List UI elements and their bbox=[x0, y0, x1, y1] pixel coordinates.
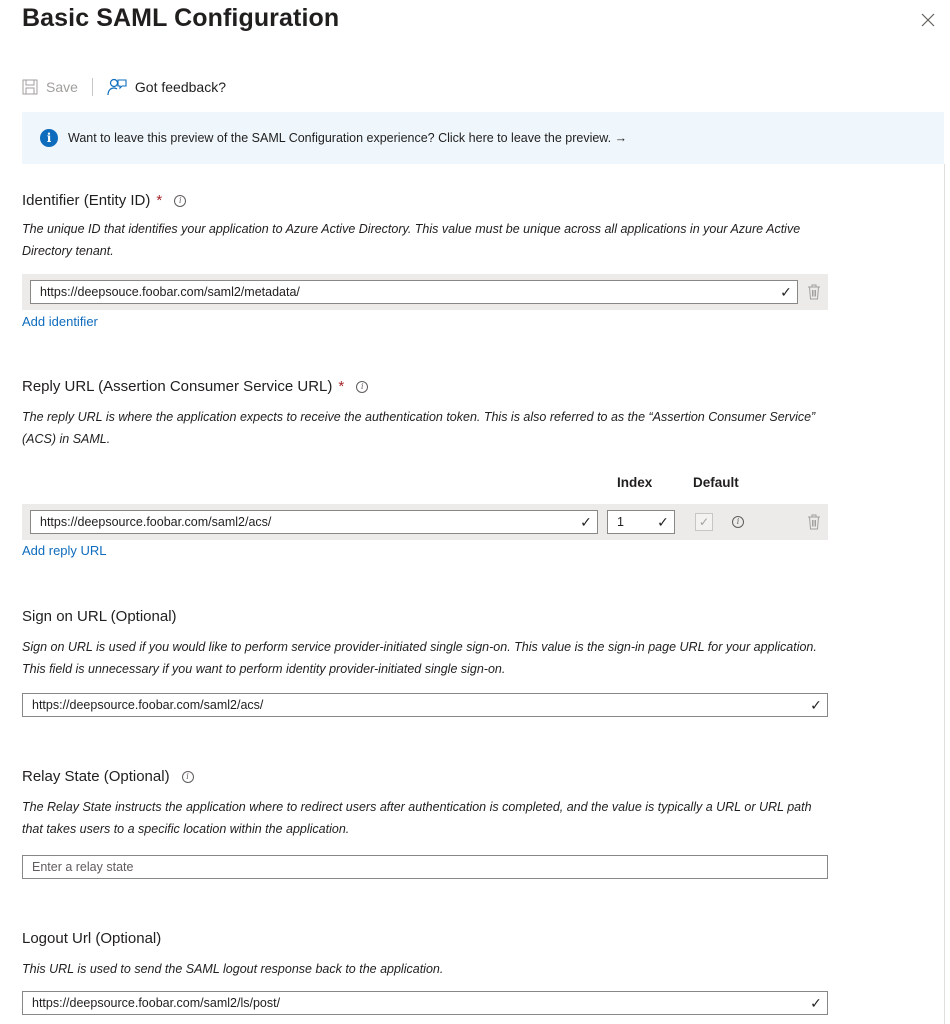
identifier-description: The unique ID that identifies your application to Azure Active Directory. This value must be unique across all applications in your Azure Active Directory tenant. bbox=[22, 222, 801, 258]
identifier-input[interactable] bbox=[30, 280, 798, 304]
checkmark-icon: ✓ bbox=[580, 513, 592, 530]
relay-state-description: The Relay State instructs the application where to redirect users after authentication is completed, and the value is typically a URL or URL path that takes users to a specific location within the application. bbox=[22, 800, 812, 836]
reply-url-value: https://deepsource.foobar.com/saml2/acs/ bbox=[40, 515, 272, 529]
close-icon bbox=[921, 13, 935, 27]
checkmark-icon: ✓ bbox=[780, 283, 792, 300]
add-identifier-link[interactable]: Add identifier bbox=[22, 314, 98, 329]
banner-text: Want to leave this preview of the SAML Configuration experience? Click here to leave the preview. → bbox=[68, 131, 628, 145]
relay-state-label-text: Relay State (Optional) bbox=[22, 768, 170, 785]
checkmark-icon: ✓ bbox=[657, 513, 669, 530]
reply-url-input[interactable] bbox=[30, 510, 598, 534]
default-checkbox[interactable] bbox=[695, 513, 713, 531]
page-title: Basic SAML Configuration bbox=[22, 4, 340, 32]
logout-url-value: https://deepsource.foobar.com/saml2/ls/post/ bbox=[32, 996, 281, 1010]
index-input[interactable] bbox=[607, 510, 675, 534]
feedback-icon bbox=[107, 78, 127, 96]
reply-url-label-text: Reply URL (Assertion Consumer Service URL) bbox=[22, 378, 333, 395]
save-icon bbox=[22, 79, 38, 95]
info-icon[interactable]: i bbox=[182, 771, 194, 783]
sign-on-url-description: Sign on URL is used if you would like to perform service provider-initiated single sign-on. This value is the sign-in page URL for your application. This field is unnecessary if you want to perform identity provider-initiated single sign-on. bbox=[22, 640, 817, 676]
info-icon: i bbox=[40, 129, 58, 147]
info-icon[interactable]: i bbox=[732, 516, 744, 528]
save-label: Save bbox=[46, 79, 78, 95]
required-mark: * bbox=[338, 378, 345, 395]
delete-reply-url-button[interactable] bbox=[806, 513, 822, 531]
save-button[interactable] bbox=[22, 79, 78, 95]
reply-url-description: The reply URL is where the application expects to receive the authentication token. This is also referred to as the “Assertion Consumer Service” (ACS) in SAML. bbox=[22, 410, 816, 446]
default-column-header: Default bbox=[693, 475, 739, 490]
identifier-label-text: Identifier (Entity ID) bbox=[22, 192, 151, 209]
sign-on-url-value: https://deepsource.foobar.com/saml2/acs/ bbox=[32, 698, 264, 712]
sign-on-url-input[interactable] bbox=[22, 693, 828, 717]
identifier-value: https://deepsouce.foobar.com/saml2/metadata/ bbox=[40, 285, 300, 299]
logout-url-input[interactable] bbox=[22, 991, 828, 1015]
info-icon[interactable]: i bbox=[174, 195, 186, 207]
pane-divider bbox=[944, 164, 945, 1024]
preview-banner[interactable] bbox=[22, 112, 944, 164]
index-value: 1 bbox=[617, 515, 624, 529]
command-bar bbox=[22, 74, 226, 100]
feedback-label: Got feedback? bbox=[134, 79, 226, 95]
index-column-header: Index bbox=[617, 475, 653, 490]
sign-on-url-label-text: Sign on URL (Optional) bbox=[22, 608, 177, 625]
delete-identifier-button[interactable] bbox=[806, 283, 822, 301]
toolbar-divider bbox=[92, 78, 93, 96]
reply-url-label bbox=[22, 378, 368, 395]
checkmark-icon: ✓ bbox=[810, 994, 822, 1011]
trash-icon bbox=[807, 284, 821, 300]
relay-state-placeholder: Enter a relay state bbox=[32, 860, 134, 874]
identifier-label bbox=[22, 192, 186, 209]
close-button[interactable] bbox=[918, 10, 938, 30]
required-mark: * bbox=[156, 192, 163, 209]
sign-on-url-label bbox=[22, 608, 177, 625]
relay-state-label bbox=[22, 768, 194, 785]
trash-icon bbox=[807, 514, 821, 530]
logout-url-label bbox=[22, 930, 161, 947]
add-reply-url-link[interactable]: Add reply URL bbox=[22, 543, 107, 558]
relay-state-input[interactable] bbox=[22, 855, 828, 879]
feedback-button[interactable] bbox=[107, 78, 226, 96]
logout-url-description: This URL is used to send the SAML logout response back to the application. bbox=[22, 962, 444, 976]
info-icon[interactable]: i bbox=[356, 381, 368, 393]
checkmark-icon: ✓ bbox=[810, 696, 822, 713]
logout-url-label-text: Logout Url (Optional) bbox=[22, 930, 162, 947]
checkmark-icon: ✓ bbox=[698, 515, 710, 529]
